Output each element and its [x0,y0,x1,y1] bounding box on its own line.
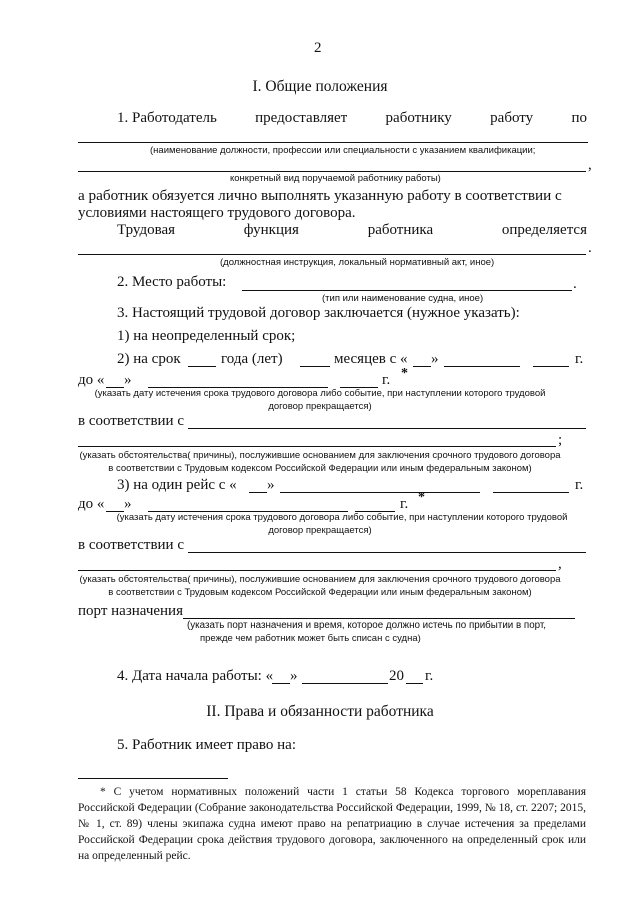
voyage-reason-caption-line1: (указать обстоятельства( причины), послужившие основанием для заключения срочного трудового договора [79,574,561,585]
quote: » [124,496,132,512]
year-abbr: г. [575,477,584,493]
footnote-marker: * [401,366,408,381]
quote: » [431,351,439,367]
position-caption: (наименование должности, профессии или специальности с указанием квалификации; [150,145,536,156]
voyage-reason-caption-line2: в соответствии с Трудовым кодексом Российской Федерации или иным федеральным законом) [108,587,532,598]
clause-1-word: работнику [385,110,452,126]
option-voyage-start: 3) на один рейс с « [117,477,237,493]
clause-1-text-line1: а работник обязуется лично выполнять указанную работу в соответствии с [78,187,562,204]
start-date-year-blank[interactable] [406,683,423,684]
end-date-caption-line1: (указать дату истечения срока трудового договора либо событие, при наступлении которого трудовой [94,388,546,399]
function-word: работника [367,222,434,238]
comma: , [588,157,592,173]
destination-port-blank[interactable] [183,618,575,619]
contract-term-label: 3. Настоящий трудовой договор заключается (нужное указать): [117,305,520,321]
years-blank[interactable] [188,366,216,367]
page-number: 2 [314,40,322,56]
voyage-end-caption-line2: договор прекращается) [268,525,372,536]
voyage-end-caption-line1: (указать дату истечения срока трудового договора либо событие, при наступлении которого трудовой [116,512,568,523]
clause-1-word: предоставляет [255,110,348,126]
clause-1-word: работу [490,110,534,126]
function-caption: (должностная инструкция, локальный нормативный акт, иное) [220,257,495,268]
end-date-caption-line2: договор прекращается) [268,401,372,412]
destination-port-caption-line2: прежде чем работник может быть списан с судна) [200,633,421,644]
quote: » [124,372,132,388]
kind-of-work-blank[interactable] [78,171,586,172]
footnote-text: * С учетом нормативных положений части 1 статьи 58 Кодекса торгового мореплавания Российской Федерации (Собрание законодательства Российской Федерации, 1999, № 18, ст. 2207; 2015, № 1, ст. 89) члены экипажа судна имеют право на репатриацию в случае истечения за пределами Российской Федерации срока действия трудового договора, заключенного на определенный срок или на определенный рейс. [78,786,586,862]
year-abbr: г. [425,668,434,684]
start-year-blank[interactable] [533,366,569,367]
function-word: определяется [501,222,587,238]
until-prefix: до « [78,496,105,512]
destination-port-label: порт назначения [78,603,183,619]
option-term-months: месяцев с « [334,351,408,367]
function-blank[interactable] [78,254,586,255]
period: . [588,240,592,256]
option-indefinite: 1) на неопределенный срок; [117,328,296,344]
footnote-separator [78,778,228,779]
voyage-reason-blank-1[interactable] [188,552,586,553]
quote: » [267,477,275,493]
accordance-label: в соответствии с [78,537,184,553]
clause-1-line [117,110,587,127]
kind-of-work-caption: конкретный вид поручаемой работнику работы) [230,173,441,184]
voyage-year-blank[interactable] [493,492,569,493]
start-day-blank[interactable] [413,366,431,367]
reason-caption-line1: (указать обстоятельства( причины), послужившие основанием для заключения срочного трудового договора [79,450,561,461]
accordance-label: в соответствии с [78,413,184,429]
reason-blank-1[interactable] [188,428,586,429]
start-date-label: 4. Дата начала работы: « [117,668,274,684]
footnote-marker: * [418,490,425,505]
position-blank[interactable] [78,142,588,143]
function-line [117,222,587,239]
comma: , [558,556,562,572]
reason-blank-2[interactable] [78,446,556,447]
clause-1-text-line2: условиями настоящего трудового договора. [78,205,356,221]
voyage-day-blank[interactable] [249,492,267,493]
start-date-century: 20 [389,668,404,684]
section-1-title: I. Общие положения [252,78,388,95]
quote: » [290,668,298,684]
workplace-blank[interactable] [242,290,572,291]
function-word: функция [243,222,299,238]
semicolon: ; [558,432,563,448]
months-blank[interactable] [300,366,330,367]
section-2-title: II. Права и обязанности работника [206,703,434,720]
start-date-month-blank[interactable] [302,683,388,684]
clause-1-word: по [571,110,587,126]
workplace-label: 2. Место работы: [117,274,227,290]
start-date-day-blank[interactable] [272,683,290,684]
function-word: Трудовая [117,222,176,238]
reason-caption-line2: в соответствии с Трудовым кодексом Российской Федерации или иным федеральным законом) [108,463,532,474]
until-prefix: до « [78,372,105,388]
year-abbr: г. [382,372,391,388]
workplace-caption: (тип или наименование судна, иное) [322,293,484,304]
voyage-date-blank[interactable] [280,492,480,493]
option-term-years: года (лет) [221,351,283,367]
clause-1-word: 1. Работодатель [117,110,217,126]
period: . [573,276,577,292]
year-abbr: г. [400,496,409,512]
clause-5-label: 5. Работник имеет право на: [117,737,296,753]
year-abbr: г. [575,351,584,367]
option-term-start: 2) на срок [117,351,181,367]
voyage-reason-blank-2[interactable] [78,570,556,571]
start-month-blank[interactable] [444,366,520,367]
destination-port-caption-line1: (указать порт назначения и время, которое должно истечь по прибытии в порт, [187,620,547,631]
